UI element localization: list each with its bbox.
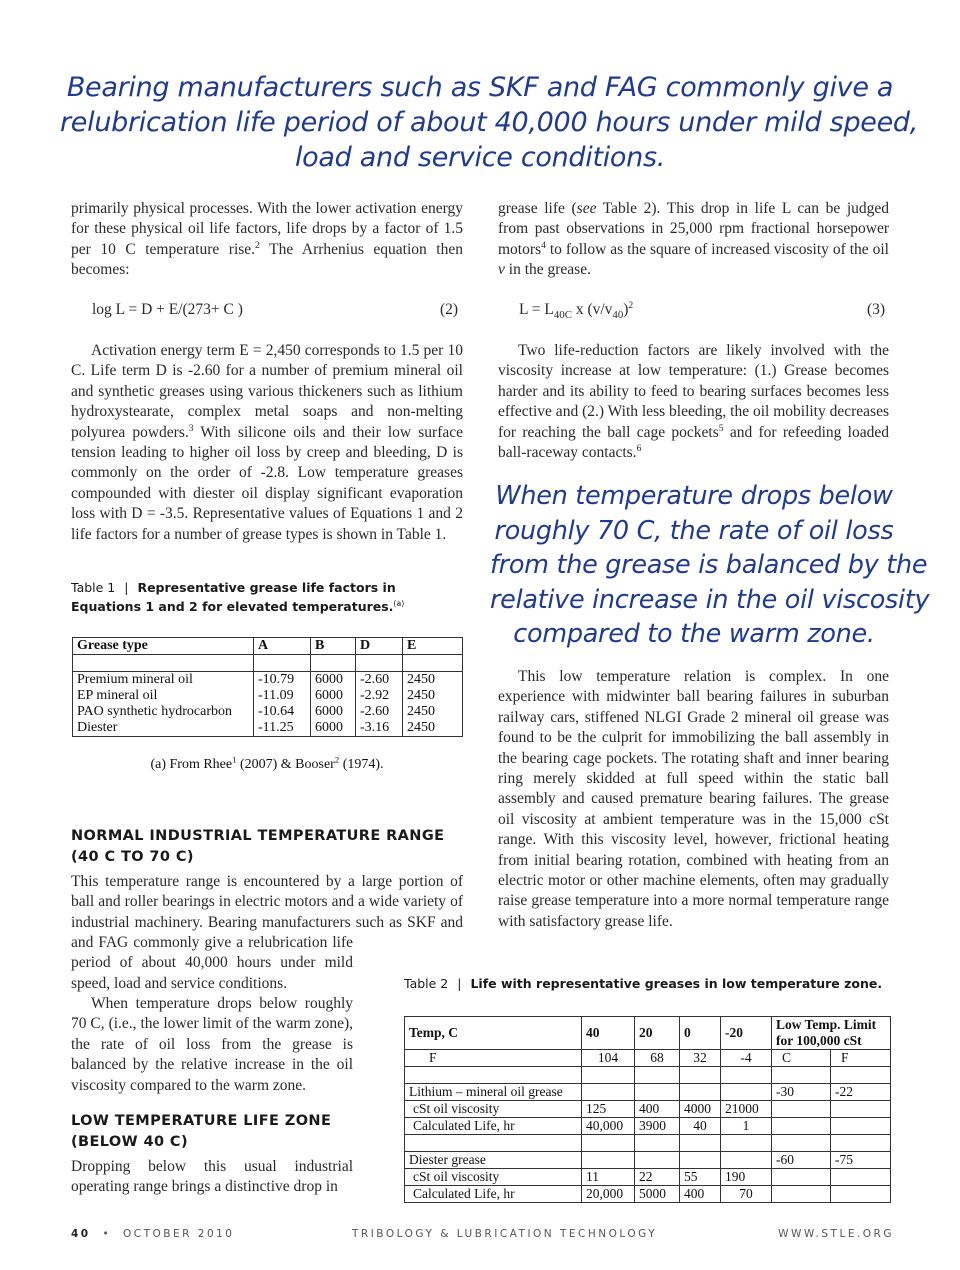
- group-name: Lithium – mineral oil grease: [405, 1084, 582, 1101]
- cell: -4: [721, 1050, 772, 1067]
- cell: 2450: [403, 672, 463, 689]
- cell: 125: [582, 1101, 635, 1118]
- cell: 2450: [403, 704, 463, 720]
- reference: 2: [334, 754, 340, 765]
- cell: 6000: [311, 704, 356, 720]
- separator: |: [457, 976, 462, 991]
- cell: 5000: [635, 1186, 680, 1203]
- subscript: 40: [612, 309, 624, 322]
- table-header-row: [405, 1017, 891, 1050]
- subscript: 40C: [553, 309, 572, 322]
- cell: C: [772, 1050, 831, 1067]
- text: L = L: [519, 301, 554, 318]
- text: Table 2). This drop in life L can be judged from past observations in 25,000 rpm fractional horsepower motors: [498, 200, 890, 258]
- right-paragraph-2: [498, 341, 889, 463]
- header-line: for 100,000 cSt: [776, 1033, 862, 1048]
- text: (2007) & Booser: [236, 757, 335, 772]
- equation-3: [519, 299, 634, 322]
- text: x (v/v: [571, 301, 613, 318]
- reference: 3: [188, 422, 194, 434]
- table1-caption: [71, 578, 463, 616]
- text: ): [623, 301, 629, 318]
- text: in the grease.: [504, 261, 591, 279]
- cell: -3.16: [356, 720, 403, 737]
- pull-quote-line: roughly 70 C, the rate of oil loss: [494, 515, 894, 546]
- cell: 6000: [311, 672, 356, 689]
- cell: -22: [831, 1084, 891, 1101]
- cell: 190: [721, 1169, 772, 1186]
- left-paragraph-2: [71, 341, 463, 545]
- text: primarily physical processes. With the lower activation energy for these physical oil life factors, life drops by a factor of 1.5 per 10 C temperature rise.: [71, 200, 463, 258]
- right-paragraph-1: [498, 199, 889, 281]
- heading-line: (BELOW 40 C): [71, 1134, 188, 1150]
- cell: 3900: [635, 1118, 680, 1135]
- left-paragraph-1: [71, 199, 463, 281]
- cell: -11.09: [254, 688, 311, 704]
- cell: 20,000: [582, 1186, 635, 1203]
- reference: 6: [636, 442, 642, 454]
- row-label: Calculated Life, hr: [405, 1186, 582, 1203]
- column-header: 20: [635, 1017, 680, 1050]
- reference: 1: [232, 754, 237, 765]
- paragraph-text: When temperature drops below roughly 70 C, (i.e., the lower limit of the warm zone), the rate of oil loss from the grease is balanced by the relative increase in the oil viscosity compared to the warm zone.: [71, 995, 353, 1094]
- cell: 40,000: [582, 1118, 635, 1135]
- reference: 2: [255, 239, 260, 251]
- heading-line: (40 C TO 70 C): [71, 849, 194, 865]
- text: and for refeeding loaded ball-raceway contacts.: [498, 423, 889, 462]
- cell: 32: [680, 1050, 721, 1067]
- column-header: Temp, C: [405, 1017, 582, 1050]
- reference: (a): [393, 598, 405, 608]
- table1-note: [71, 754, 463, 773]
- normal-paragraph-1a: [71, 872, 463, 933]
- table-label: Table 2: [404, 976, 449, 991]
- cell: Premium mineral oil: [73, 672, 254, 689]
- pull-quote-top: [60, 70, 919, 175]
- text: Activation energy term E = 2,450 corresponds to 1.5 per 10 C. Life term D is -2.60 for a number of premium mineral oil and synthetic greases using various thickeners such as lithium hydroxystearate, complex metal soaps and non-melting polyurea powders.: [71, 342, 463, 441]
- text: With silicone oils and their low surface tension leading to higher oil loss by creep and bleeding, D is commonly on the order of -2.8. Low temperature greases compounded with diester oil display significant evaporation loss with D = -3.5. Representative values of Equations 1 and 2 life factors for a number of grease types is shown in Table 1.: [71, 423, 463, 543]
- footer-url: WWW.STLE.ORG: [778, 1228, 894, 1240]
- footer-bullet: •: [102, 1228, 112, 1240]
- cell: -2.92: [356, 688, 403, 704]
- right-paragraph-3: [498, 667, 889, 932]
- table-group-row: [405, 1152, 891, 1169]
- text: see: [576, 200, 597, 217]
- table-row: [73, 672, 463, 689]
- pull-quote-line: load and service conditions.: [294, 142, 666, 173]
- pull-quote-line: relative increase in the oil viscosity: [490, 584, 930, 615]
- table-row: [405, 1186, 891, 1203]
- cell: -10.79: [254, 672, 311, 689]
- cell: 400: [635, 1101, 680, 1118]
- cell: -11.25: [254, 720, 311, 737]
- paragraph-text: This temperature range is encountered by a large portion of ball and roller bearings in electric motors and a wide variety of industrial machinery. Bearing manufacturers such as SKF and: [71, 873, 463, 931]
- cell: 2450: [403, 720, 463, 737]
- column-header: A: [258, 638, 269, 653]
- heading-line: LOW TEMPERATURE LIFE ZONE: [71, 1113, 332, 1129]
- table-row: [405, 1101, 891, 1118]
- reference: 4: [541, 239, 546, 251]
- text: to follow as the square of increased viscosity of the oil: [545, 240, 889, 258]
- text: (a) From Rhee: [150, 757, 233, 772]
- page-number: 40: [71, 1228, 91, 1240]
- cell: 21000: [721, 1101, 772, 1118]
- group-name: Diester grease: [405, 1152, 582, 1169]
- column-header: B: [315, 638, 325, 653]
- column-header-limit: [772, 1017, 891, 1050]
- cell: 104: [582, 1050, 635, 1067]
- text: grease life (: [498, 200, 577, 217]
- cell: Diester: [73, 720, 254, 737]
- text: The Arrhenius equation then becomes:: [71, 240, 463, 279]
- pull-quote-line: Bearing manufacturers such as SKF and FAG commonly give a: [66, 72, 894, 103]
- table-spacer-row: [405, 1067, 891, 1084]
- cell: F: [831, 1050, 891, 1067]
- table-group-row: [405, 1084, 891, 1101]
- cell: 11: [582, 1169, 635, 1186]
- footer-date: OCTOBER 2010: [123, 1228, 235, 1240]
- cell: 55: [680, 1169, 721, 1186]
- cell: F: [405, 1050, 582, 1067]
- normal-paragraph-1b: and FAG commonly give a relubrication life period of about 40,000 hours under mild speed, load and service conditions.: [71, 934, 353, 992]
- text: Two life-reduction factors are likely involved with the viscosity increase at low temperature: (1.) Grease becomes harder and its ability to feed to bearing surfaces becomes less effective and (2.) With less bleeding, the oil mobility decreases for reaching the ball cage pockets: [498, 342, 889, 441]
- table-row: [405, 1169, 891, 1186]
- column-header: 40: [582, 1017, 635, 1050]
- paragraph-text: Dropping below this usual industrial operating range brings a distinctive drop in: [71, 1158, 353, 1196]
- cell: -10.64: [254, 704, 311, 720]
- row-label: cSt oil viscosity: [405, 1169, 582, 1186]
- section-heading-low: [71, 1111, 331, 1153]
- pull-quote-mid: [490, 479, 930, 652]
- caption-text: Representative grease life factors in Equations 1 and 2 for elevated temperatures.: [71, 580, 396, 614]
- cell: 4000: [680, 1101, 721, 1118]
- pull-quote-line: When temperature drops below: [495, 481, 893, 511]
- row-label: Calculated Life, hr: [405, 1118, 582, 1135]
- equation-2: log L = D + E/(273+ C ): [92, 301, 243, 318]
- separator: |: [124, 580, 129, 595]
- reference: 5: [718, 422, 724, 434]
- table-2: [404, 1016, 891, 1203]
- text: (1974).: [339, 757, 384, 772]
- pull-quote-line: compared to the warm zone.: [513, 619, 875, 649]
- cell: -60: [772, 1152, 831, 1169]
- table-spacer-row: [73, 655, 463, 672]
- table-1: [72, 637, 463, 737]
- column-header: -20: [721, 1017, 772, 1050]
- cell: EP mineral oil: [73, 688, 254, 704]
- table-row: [73, 704, 463, 720]
- pull-quote-line: relubrication life period of about 40,000 hours under mild speed,: [60, 107, 919, 138]
- cell: 6000: [311, 688, 356, 704]
- column-header: D: [360, 638, 371, 653]
- paragraph-text: This low temperature relation is complex. In one experience with midwinter ball bearing failures in suburban railway cars, stiffened NLGI Grade 2 mineral oil grease was found to be the culprit for immobilizing the ball assembly in the bearing cage pockets. The rotating shaft and inner bearing ring merely skidded at full speed within the static ball assembly and caused premature bearing failures. The grease oil viscosity at ambient temperature was in the 15,000 cSt range. With this viscosity level, however, frictional heating from initial bearing rotation, combined with heating from an electric motor or other machine elements, often may gradually raise grease temperature into a more normal temperature range with satisfactory grease life.: [498, 668, 889, 930]
- table-row: [73, 720, 463, 737]
- table-row: [405, 1050, 891, 1067]
- table-label: Table 1: [71, 580, 116, 595]
- footer-journal: TRIBOLOGY & LUBRICATION TECHNOLOGY: [352, 1228, 658, 1240]
- section-heading-normal: [71, 826, 444, 868]
- equation-2-number: (2): [440, 301, 459, 318]
- heading-line: NORMAL INDUSTRIAL TEMPERATURE RANGE: [71, 828, 445, 844]
- column-header: 0: [680, 1017, 721, 1050]
- superscript: 2: [628, 299, 634, 311]
- footer-left: [71, 1228, 234, 1240]
- column-header: E: [407, 638, 417, 653]
- cell: 1: [721, 1118, 772, 1135]
- cell: 22: [635, 1169, 680, 1186]
- cell: -75: [831, 1152, 891, 1169]
- cell: -30: [772, 1084, 831, 1101]
- table-row: [73, 688, 463, 704]
- cell: -2.60: [356, 704, 403, 720]
- caption-text: Life with representative greases in low temperature zone.: [470, 976, 883, 991]
- low-paragraph-1: [71, 1157, 353, 1198]
- cell: 68: [635, 1050, 680, 1067]
- cell: 400: [680, 1186, 721, 1203]
- cell: 40: [680, 1118, 721, 1135]
- cell: 6000: [311, 720, 356, 737]
- cell: PAO synthetic hydrocarbon: [73, 704, 254, 720]
- column-header: Grease type: [77, 638, 148, 653]
- text: v: [498, 261, 505, 279]
- table-spacer-row: [405, 1135, 891, 1152]
- header-line: Low Temp. Limit: [776, 1017, 877, 1032]
- pull-quote-line: from the grease is balanced by the: [490, 550, 928, 580]
- equation-3-number: (3): [867, 301, 886, 318]
- cell: -2.60: [356, 672, 403, 689]
- table-row: [405, 1118, 891, 1135]
- row-label: cSt oil viscosity: [405, 1101, 582, 1118]
- table-header-row: [73, 638, 463, 655]
- normal-paragraph-2: [71, 994, 353, 1096]
- table2-caption: [404, 974, 882, 993]
- cell: 2450: [403, 688, 463, 704]
- cell: 70: [721, 1186, 772, 1203]
